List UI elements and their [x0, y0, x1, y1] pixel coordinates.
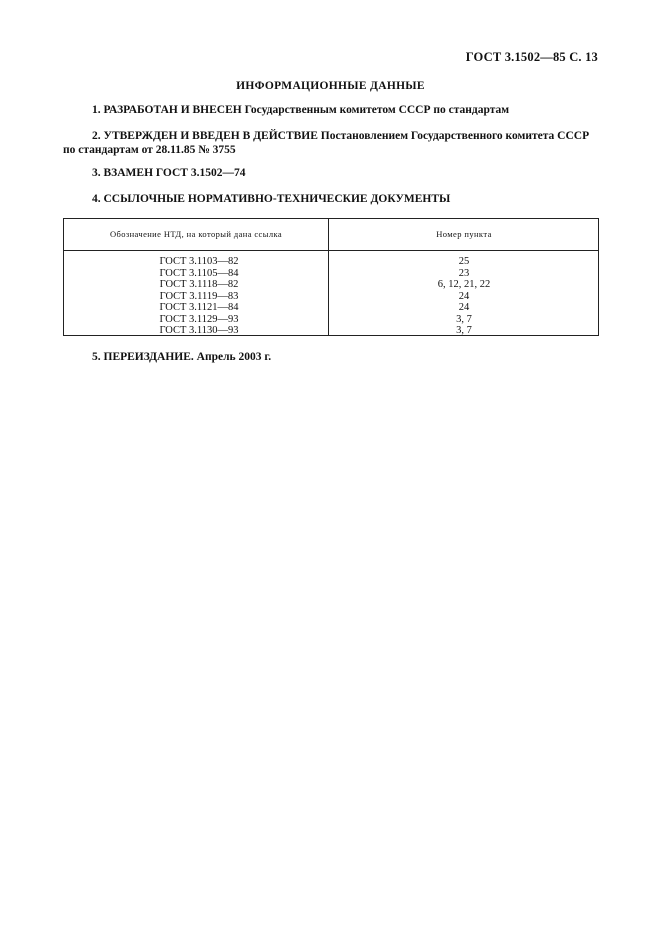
table-cell-clause: 3, 7	[456, 325, 472, 336]
table-cell-designation: ГОСТ 3.1103—82	[159, 256, 239, 267]
table-body	[64, 256, 598, 337]
page-header: ГОСТ 3.1502—85 С. 13	[465, 50, 598, 64]
item-4-lead: 4. ССЫЛОЧНЫЕ НОРМАТИВНО-ТЕХНИЧЕСКИЕ ДОКУМЕНТЫ	[92, 193, 451, 205]
item-5-lead: 5. ПЕРЕИЗДАНИЕ. Апрель 2003 г.	[92, 351, 272, 363]
item-2-text: Постановлением Государственного комитета СССР	[317, 130, 590, 142]
table-cell-designation: ГОСТ 3.1121—84	[159, 302, 239, 313]
table-row	[64, 314, 598, 326]
table-row	[64, 268, 598, 280]
table-row	[64, 325, 598, 337]
table-cell-designation: ГОСТ 3.1118—82	[159, 279, 239, 290]
table-row	[64, 256, 598, 268]
table-cell-clause: 24	[458, 302, 470, 313]
table-cell-clause: 6, 12, 21, 22	[437, 279, 491, 290]
info-item-3	[63, 166, 600, 180]
table-row	[64, 302, 598, 314]
table-header-row	[64, 219, 598, 251]
table-cell-clause: 25	[458, 256, 470, 267]
section-title: ИНФОРМАЦИОННЫЕ ДАННЫЕ	[236, 80, 425, 92]
item-2-lead: 2. УТВЕРЖДЕН И ВВЕДЕН В ДЕЙСТВИЕ	[92, 130, 318, 142]
info-item-4	[63, 192, 600, 206]
reference-documents-table	[63, 218, 599, 336]
item-2-continuation: по стандартам от 28.11.85 № 3755	[63, 144, 236, 156]
table-row	[64, 291, 598, 303]
table-cell-designation: ГОСТ 3.1105—84	[159, 267, 239, 279]
table-cell-designation: ГОСТ 3.1130—93	[159, 325, 239, 336]
table-cell-clause: 24	[458, 290, 470, 302]
item-1-text: Государственным комитетом СССР по стандартам	[241, 104, 510, 116]
table-cell-designation: ГОСТ 3.1129—93	[159, 313, 239, 325]
table-cell-clause: 23	[458, 267, 470, 279]
table-cell-designation: ГОСТ 3.1119—83	[159, 290, 239, 302]
table-cell-clause: 3, 7	[456, 313, 472, 325]
item-3-lead: 3. ВЗАМЕН ГОСТ 3.1502—74	[92, 167, 246, 179]
info-item-5	[63, 350, 600, 364]
info-item-2	[63, 129, 600, 157]
info-item-1	[63, 103, 600, 117]
table-header-clause: Номер пункта	[436, 229, 492, 239]
item-1-lead: 1. РАЗРАБОТАН И ВНЕСЕН	[92, 104, 242, 116]
table-row	[64, 279, 598, 291]
table-header-designation: Обозначение НТД, на который дана ссылка	[109, 229, 283, 239]
